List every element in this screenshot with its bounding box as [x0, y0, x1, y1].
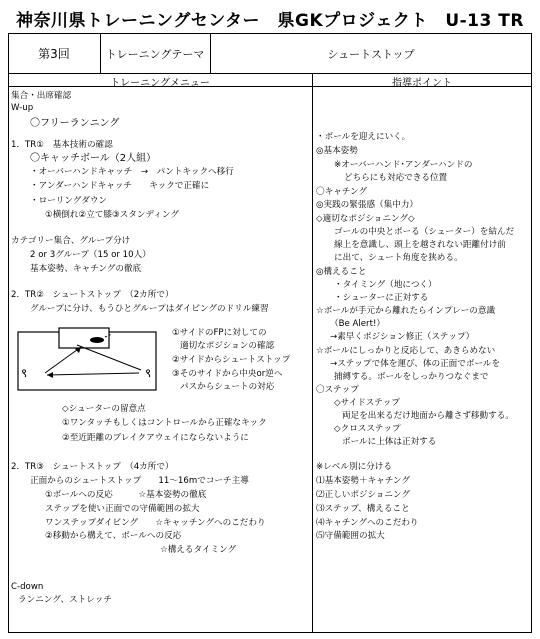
- menu-line: ・ローリングダウン: [30, 196, 108, 206]
- menu-line: カテゴリー集合、グループ分け: [11, 236, 131, 246]
- point-line: ⑴基本姿勢＋キャチング: [316, 476, 410, 486]
- point-line: ◇クロスステップ: [334, 424, 401, 434]
- point-line: （Be Alert!）: [330, 319, 386, 329]
- menu-line: 基本姿勢、キャチングの徹底: [30, 264, 142, 274]
- point-line: 〇キャチング: [316, 187, 367, 197]
- menu-line: ②サイドからシュートストップ: [172, 355, 291, 365]
- menu-line: 〇キャッチボール（2人組）: [30, 153, 157, 164]
- point-line: ・シューターに正対する: [334, 293, 429, 303]
- point-line: ⑷キャチングへのこだわり: [316, 518, 419, 528]
- menu-line: 〇フリーランニング: [30, 118, 120, 129]
- menu-line: 適切なポジションの確認: [180, 341, 275, 351]
- menu-line: ②移動から構えて、ボールへの反応: [45, 531, 182, 541]
- menu-line: パスからシュートの対応: [180, 382, 275, 392]
- point-line: ☆ボールにしっかりと反応して、あきらめない: [316, 346, 496, 356]
- point-line: ・タイミング（地につく）: [334, 280, 437, 290]
- page-title: 神奈川県トレーニングセンター 県GKプロジェクト U-13 TR: [16, 11, 524, 31]
- menu-line: ・アンダーハンドキャッチ キックで正確に: [30, 181, 210, 191]
- drill-diagram: [17, 327, 157, 395]
- point-line: ⑶ステップ、構えること: [316, 504, 410, 514]
- menu-line: 集合・出席確認: [11, 91, 72, 101]
- menu-line: 1．TR① 基本技術の確認: [11, 140, 113, 150]
- point-line: ◎構えること: [316, 267, 367, 277]
- point-line: に出て、シュート角度を狭める。: [334, 253, 463, 263]
- point-line: どちらにも対応できる位置: [344, 173, 448, 183]
- menu-line: ステップを使い正面での守備範囲の拡大: [45, 504, 200, 514]
- menu-line: 正面からのシュートストップ 11～16mでコーチ主導: [30, 476, 249, 486]
- theme-label: トレーニングテーマ: [105, 48, 205, 61]
- point-line: ◎基本姿勢: [316, 146, 358, 156]
- menu-line: W-up: [11, 103, 34, 113]
- point-line: ⑵正しいポジショニング: [316, 490, 410, 500]
- svg-text:९: ९: [21, 366, 28, 380]
- menu-line: ①サイドのFPに対しての: [172, 328, 267, 338]
- menu-line: ①ボールへの反応 ☆基本姿勢の徹底: [45, 490, 207, 500]
- point-line: 線上を意識し、頭上を越されない距離付け前: [334, 240, 506, 250]
- point-line: ゴールの中央とボーる（シューター）を結んだ: [334, 227, 515, 237]
- menu-line: ランニング、ストレッチ: [18, 595, 112, 605]
- menu-line: 2．TR③ シュートストップ （4カ所で）: [11, 462, 174, 472]
- point-line: ☆ボールが手元から離れたらインプレーの意識: [316, 306, 496, 316]
- point-line: ・ボールを迎えにいく。: [316, 132, 411, 142]
- theme-value: シュートストップ: [327, 48, 415, 61]
- point-line: 両足を出来るだけ地面から離さず移動する。: [342, 411, 514, 421]
- menu-line: ①ワンタッチもしくはコントロールから正確なキック: [62, 418, 267, 428]
- menu-line: グループに分け、もうひとグループはダイビングのドリル練習: [30, 304, 269, 314]
- session-number: 第3回: [38, 47, 70, 61]
- menu-line: 2．TR② シュートストップ （2カ所で）: [11, 290, 174, 300]
- point-line: ◇サイドステップ: [334, 398, 400, 408]
- menu-line: ◇シューターの留意点: [62, 404, 146, 414]
- menu-line: ②至近距離のブレイクアウェイにならないように: [62, 433, 249, 443]
- point-line: →ステップで体を運び、体の正面でボールを: [330, 359, 501, 369]
- point-line: ※レベル別に分ける: [316, 462, 392, 472]
- point-line: →素早くポジション修正（ステップ）: [330, 332, 475, 342]
- column-divider: [312, 73, 313, 633]
- menu-line: ☆構えるタイミング: [160, 545, 237, 555]
- point-line: ◎実践の緊張感（集中力）: [316, 200, 419, 210]
- svg-text:९: ९: [145, 366, 152, 380]
- point-line: ⑸守備範囲の拡大: [316, 531, 385, 541]
- points-header: 指導ポイント: [392, 78, 452, 89]
- menu-line: C-down: [11, 582, 44, 592]
- menu-line: ・オーバーハンドキャッチ → パントキックへ移行: [30, 167, 234, 177]
- menu-line: ③そのサイドから中央or逆へ: [172, 369, 283, 379]
- point-line: 〇ステップ: [316, 385, 359, 395]
- point-line: ◇適切なポジショニング◇: [316, 214, 415, 224]
- menu-header: トレーニングメニュー: [110, 78, 210, 89]
- menu-line: ①横倒れ②立て膝③スタンディング: [45, 210, 179, 220]
- point-line: 捕縛する。ボールをしっかりつなぐまで: [334, 372, 489, 382]
- point-line: ※オーバーハンド･アンダーハンドの: [334, 160, 473, 170]
- menu-line: 2 or 3グループ（15 or 10人）: [30, 250, 151, 260]
- menu-line: ワンステップダイビング ☆キャッチングへのこだわり: [45, 518, 266, 528]
- point-line: ボールに上体は正対する: [342, 437, 437, 447]
